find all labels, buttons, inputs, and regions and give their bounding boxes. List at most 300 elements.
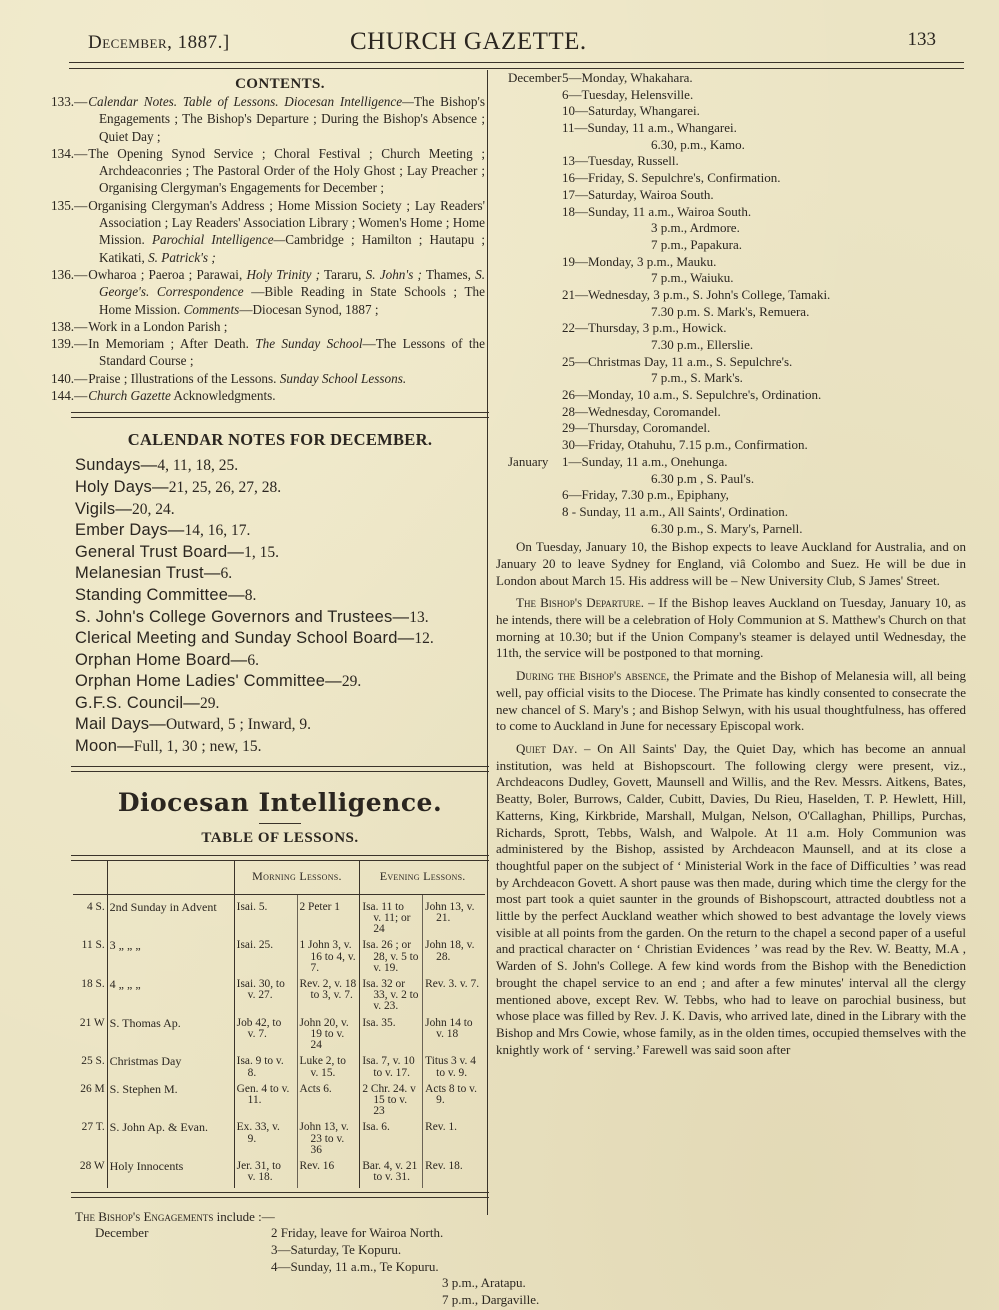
article-paragraph (496, 595, 966, 662)
lesson-line: Isai. 5. (236, 900, 268, 913)
contents-text: Comments (183, 301, 240, 317)
calendar-note-label: Holy Days— (75, 477, 169, 496)
engagement-row (496, 87, 966, 104)
engagement-row (496, 237, 966, 254)
engagement-entry: 5—Monday, Whakahara. (562, 70, 693, 85)
calendar-note (75, 650, 485, 672)
calendar-note-value: 21, 25, 26, 27, 28. (168, 478, 282, 496)
calendar-notes-title: CALENDAR NOTES FOR DECEMBER. (127, 430, 433, 450)
article-paragraph (496, 539, 966, 589)
lesson-line: v. 15. (310, 1066, 336, 1079)
contents-page-number: 136.— (51, 266, 88, 282)
evening-first-lesson (360, 1018, 423, 1057)
lesson-line: Ex. 33, v. (236, 1121, 280, 1134)
calendar-note-value: 1, 15. (244, 543, 279, 561)
contents-text: Thames, (421, 266, 476, 282)
lesson-line: John 14 to (425, 1016, 473, 1029)
lesson-line: Rev. 1. (425, 1121, 458, 1134)
contents-text: Owharoa ; Paeroa ; Parawai, (88, 266, 247, 282)
morning-first-lesson (234, 1122, 297, 1161)
contents-page-number: 144.— (51, 388, 88, 404)
lesson-line: Isai. 30, to (236, 978, 285, 991)
calendar-note-value: 20, 24. (132, 500, 175, 518)
engagement-row (496, 504, 966, 521)
calendar-note-value: 6. (220, 565, 233, 583)
lesson-line: Acts 8 to v. (425, 1082, 477, 1095)
calendar-note-label: Ember Days— (75, 521, 185, 540)
publication-title: CHURCH GAZETTE. (350, 28, 587, 55)
contents-text: Organising Clergyman's Address ; Home Mission Society ; Lay Readers' Association ; Lay Readers' Association Library ; Women's Home ; Home Mission. (88, 197, 485, 248)
contents-text: S. John's ; (365, 266, 422, 282)
engagement-row (496, 187, 966, 204)
right-column (496, 70, 966, 1058)
engagement-row (496, 304, 966, 321)
evening-second-lesson (423, 902, 485, 941)
calendar-note-value: 4, 11, 18, 25. (157, 457, 239, 475)
engagement-entry: 3 p.m., Ardmore. (651, 220, 740, 236)
engagement-entry: 7 p.m., Papakura. (651, 236, 742, 252)
engagement-entry: 18—Sunday, 11 a.m., Wairoa South. (562, 203, 752, 219)
engagement-entry: 10—Saturday, Whangarei. (562, 103, 700, 119)
evening-first-lesson (360, 979, 423, 1018)
lesson-line: Rev. 2, v. 18 (299, 978, 357, 991)
engagement-entry: 7.30 p.m. S. Mark's, Remuera. (651, 303, 810, 319)
engagement-entry: 13—Tuesday, Russell. (562, 153, 679, 169)
lessons-table-header (73, 861, 485, 895)
engagement-entry: 6.30, p.m., Kamo. (651, 136, 745, 152)
engagement-entry: 22—Thursday, 3 p.m., Howick. (562, 320, 727, 336)
lesson-line: 33, v. 2 to (373, 989, 419, 1002)
morning-first-lesson (234, 1018, 297, 1057)
engagements-heading: The Bishop's Engagements include :— (75, 1209, 275, 1225)
lesson-line: 11. (247, 1093, 262, 1106)
evening-second-lesson (423, 1056, 485, 1083)
evening-lessons-header: Evening Lessons. (379, 868, 466, 883)
lesson-line: John 20, v. (299, 1016, 349, 1029)
evening-first-lesson (360, 940, 423, 979)
engagement-row (75, 1275, 526, 1292)
evening-first-lesson (360, 1122, 423, 1161)
engagement-row (496, 420, 966, 437)
engagements-list-right (496, 70, 966, 537)
calendar-note-label: Vigils— (75, 499, 133, 518)
contents-page-number: 138.— (51, 318, 88, 334)
calendar-note-label: Clerical Meeting and Sunday School Board— (75, 629, 415, 648)
calendar-note (75, 455, 485, 477)
lesson-line: 8. (247, 1066, 257, 1079)
section-double-rule (71, 766, 489, 772)
engagement-entry: 19—Monday, 3 p.m., Mauku. (562, 253, 717, 269)
lesson-occasion: S. John Ap. & Evan. (107, 1122, 234, 1161)
calendar-notes-list (75, 455, 485, 757)
lessons-row (73, 940, 485, 979)
engagement-entry: 6—Friday, 7.30 p.m., Epiphany, (562, 487, 729, 503)
morning-second-lesson (297, 1056, 360, 1083)
paragraph-lead: Quiet Day. (516, 740, 578, 756)
contents-text: Praise ; Illustrations of the Lessons. (88, 370, 280, 386)
engagement-month: December (508, 70, 562, 85)
contents-page-number: 135.— (51, 197, 88, 213)
lesson-line: 19 to v. 24 (310, 1027, 345, 1052)
lessons-row (73, 1122, 485, 1161)
engagement-entry: 3 p.m., Aratapu. (442, 1275, 526, 1291)
engagement-row (496, 521, 966, 538)
lesson-line: v. 7. (247, 1027, 267, 1040)
lesson-line: Bar. 4, v. 21 (362, 1159, 418, 1172)
engagement-row (496, 137, 966, 154)
engagement-month: January (508, 453, 549, 469)
contents-text: Cambridge ; Hamilton ; Hautapu ; Katikati, (99, 232, 485, 265)
lesson-occasion: Holy Innocents (107, 1161, 234, 1188)
calendar-note-label: Orphan Home Board— (75, 650, 248, 669)
engagement-row (496, 287, 966, 304)
calendar-note-value: Full, 1, 30 ; new, 15. (133, 738, 262, 756)
lesson-day: 18 S. (73, 979, 107, 1018)
engagement-entry: 30—Friday, Otahuhu, 7.15 p.m., Confirmation. (562, 437, 808, 453)
lesson-day: 4 S. (73, 902, 107, 941)
engagement-row (496, 320, 966, 337)
lesson-line: Isa. 32 or (362, 978, 406, 991)
morning-second-lesson (297, 1084, 360, 1123)
engagement-row (496, 404, 966, 421)
engagement-entry: 3—Saturday, Te Kopuru. (271, 1242, 402, 1258)
engagement-entry: 6—Tuesday, Helensville. (562, 86, 694, 102)
calendar-note (75, 477, 485, 499)
engagement-row (75, 1259, 485, 1276)
morning-first-lesson (234, 1084, 297, 1123)
morning-first-lesson (234, 902, 297, 941)
calendar-note (75, 714, 485, 736)
lesson-line: Rev. 3. v. 7. (425, 978, 480, 991)
evening-first-lesson (360, 1161, 423, 1188)
engagement-row (496, 70, 966, 87)
calendar-note-value: 12. (414, 630, 434, 648)
contents-entry (51, 266, 485, 318)
calendar-note (75, 520, 485, 542)
diocesan-intelligence-title: Diocesan Intelligence. (117, 787, 443, 817)
section-double-rule (71, 412, 489, 418)
lesson-line: Luke 2, to (299, 1055, 347, 1068)
contents-text: —The Lessons of the Standard Course ; (99, 336, 485, 369)
lesson-line: Isa. 11 to (362, 900, 404, 913)
engagement-entry: 11—Sunday, 11 a.m., Whangarei. (562, 120, 737, 136)
calendar-note-label: G.F.S. Council— (75, 693, 200, 712)
engagement-entry: 6.30 p.m., S. Mary's, Parnell. (651, 520, 803, 536)
morning-first-lesson (234, 940, 297, 979)
table-of-lessons-title: TABLE OF LESSONS. (201, 829, 359, 846)
lesson-day: 11 S. (73, 940, 107, 979)
contents-entry (51, 145, 485, 197)
contents-text: Sunday School Lessons. (279, 370, 407, 386)
engagement-entry: 29—Thursday, Coromandel. (562, 420, 711, 436)
paragraph-text: – If the Bishop leaves Auckland on Tuesday, January 10, as he intends, there will be a celebration of Holy Communion at S. Matthew's Church on that morning at 10.30; but if the Union Company's steamer is delayed until Wednesday, the 11th, the service will be postponed to that morning. (496, 595, 966, 661)
engagement-row (496, 153, 966, 170)
contents-page-number: 140.— (51, 370, 88, 386)
calendar-note-label: Moon— (75, 737, 134, 756)
calendar-note-value: 14, 16, 17. (184, 522, 251, 540)
engagement-entry: 25—Christmas Day, 11 a.m., S. Sepulchre's. (562, 353, 793, 369)
morning-second-lesson (297, 1122, 360, 1161)
engagement-row (496, 387, 966, 404)
morning-first-lesson (234, 1056, 297, 1083)
lesson-line: Jer. 31, to (236, 1159, 281, 1172)
calendar-note-label: S. John's College Governors and Trustees— (75, 607, 410, 626)
bishops-engagements-section (75, 1208, 540, 1308)
lesson-line: Isai. 25. (236, 939, 274, 952)
calendar-note-value: 29. (199, 694, 220, 712)
lesson-occasion: 3 „ „ „ (107, 940, 234, 979)
engagement-row (496, 370, 966, 387)
engagement-entry: 28—Wednesday, Coromandel. (562, 403, 721, 419)
engagement-row (496, 204, 966, 221)
paragraph-text: the Primate and the Bishop of Melanesia will, all being well, pay official visits to the Diocese. The Primate has kindly consented to consecrate the new chancel of S. Mary's ; and Bishop Selwyn, with his usual thoughtfulness, has offered to come to Auckland in June for necessary Episcopal work. (496, 668, 966, 734)
morning-first-lesson (234, 979, 297, 1018)
engagement-entry: 21—Wednesday, 3 p.m., S. John's College, Tamaki. (562, 286, 831, 302)
calendar-note (75, 585, 485, 607)
lesson-day: 25 S. (73, 1056, 107, 1083)
evening-second-lesson (423, 1161, 485, 1188)
calendar-note (75, 693, 485, 715)
contents-title: CONTENTS. (235, 76, 325, 92)
header-double-rule (69, 62, 964, 69)
calendar-note (75, 607, 485, 629)
lesson-occasion: S. Stephen M. (107, 1084, 234, 1123)
evening-first-lesson (360, 902, 423, 941)
contents-text: Church Gazette (88, 388, 171, 404)
calendar-note-label: Sundays— (75, 456, 158, 475)
lesson-line: Isa. 26 ; or (362, 939, 412, 952)
engagement-row (496, 120, 966, 137)
evening-first-lesson (360, 1084, 423, 1123)
lesson-line: Rev. 18. (425, 1159, 463, 1172)
lesson-line: 23 to v. 36 (310, 1132, 345, 1156)
calendar-notes-section (75, 430, 485, 757)
lesson-line: v. 27. (247, 989, 273, 1002)
issue-date: December, 1887.] (88, 32, 230, 53)
engagement-row (496, 254, 966, 271)
lesson-line: Acts 6. (299, 1082, 332, 1095)
lessons-row (73, 979, 485, 1018)
lesson-occasion: 2nd Sunday in Advent (107, 902, 234, 941)
lesson-occasion: Christmas Day (107, 1056, 234, 1083)
lesson-line: v. 18 (436, 1027, 459, 1040)
contents-text: The Sunday School (255, 336, 363, 352)
engagement-entry: 4—Sunday, 11 a.m., Te Kopuru. (271, 1258, 439, 1274)
morning-second-lesson (297, 979, 360, 1018)
engagement-entry: 17—Saturday, Wairoa South. (562, 186, 714, 202)
lessons-row (73, 1018, 485, 1057)
lesson-day: 26 M (73, 1084, 107, 1123)
contents-text: —Diocesan Synod, 1887 ; (239, 301, 379, 317)
lesson-line: 16 to 4, v. (310, 950, 356, 963)
engagement-row (496, 220, 966, 237)
lesson-line: 9. (436, 1093, 445, 1106)
engagement-row (496, 270, 966, 287)
lesson-line: v. 11; or 24 (373, 912, 411, 936)
lessons-row (73, 1056, 485, 1083)
contents-text: In Memoriam ; After Death. (88, 336, 256, 352)
contents-entry (51, 387, 485, 404)
lessons-row (73, 1084, 485, 1123)
lesson-line: Job 42, to (236, 1016, 282, 1029)
contents-page-number: 139.— (51, 336, 88, 352)
contents-text: Acknowledgments. (170, 388, 276, 404)
lesson-line: 2 Peter 1 (299, 900, 340, 913)
evening-second-lesson (423, 979, 485, 1018)
column-divider (487, 70, 488, 1215)
morning-second-lesson (297, 1018, 360, 1057)
engagement-entry: 1—Sunday, 11 a.m., Onehunga. (562, 453, 728, 469)
contents-text: Parochial Intelligence— (151, 232, 286, 248)
calendar-note-label: Standing Committee— (75, 585, 245, 604)
calendar-note-label: Orphan Home Ladies' Committee— (75, 672, 342, 691)
calendar-note-label: General Trust Board— (75, 542, 245, 561)
contents-text: Work in a London Parish ; (88, 318, 228, 334)
calendar-note-value: 29. (341, 673, 362, 691)
calendar-note-value: Outward, 5 ; Inward, 9. (165, 716, 312, 734)
paragraph-text: – On All Saints' Day, the Quiet Day, which has become an annual institution, was held at Bishopscourt. The following clergy were present, viz., Archdeacons Dudley, Govett, Maunsell and Willis, and the Rev. Messrs. Aitkens, Bates, Beatty, Boler, Burrows, Calder, Cubitt, Davies, Du Rieu, Haselden, T. P. Hewlett, Hill, Katterns, King, Kirkbride, Marshall, Mulgan, Nelson, O'Callaghan, Phillips, Purchas, Richards, Sprott, Tebbs, Walsh, and Walpole. At 11 a.m. Holy Communion was administered by the Bishop, assisted by Archdeacon Maunsell, and at its close a thoughtful paper on the subject of ‘ Ministerial Work in the face of Difficulties ’ was read by Archdeacon Govett. A short pause was then made, during which time the clergy for the most part took a quiet saunter in the grounds of Bishopscourt, attracted doubtless not a little by the perfect Auckland weather which showed to best advantage the lovely views visible at all points from the garden. On the return to the chapel a second paper of a useful and practical character on ‘ Christian Evidences ’ was read by the Rev. W. Beatty, M.A , Warden of S. John's College. A few kind words from the Bishop with the Benediction brought the chapel service to an end ; and after a few minutes' interval all the clergy mentioned above, except Rev. W. Tebbs, who had to leave on parochial business, but whose place was filled by Rev. J. K. Davis, who arrived late, dined in the Library with the Bishop and Mrs Cowie, whose family, as in the olden times, occupied themselves with the knightly work of ‘ serving.’ Farewell was said soon after (496, 740, 966, 1057)
lesson-line: v. 18. (247, 1171, 273, 1184)
engagement-entry: 26—Monday, 10 a.m., S. Sepulchre's, Ordination. (562, 387, 822, 403)
lesson-line: v. 23. (373, 1000, 399, 1013)
calendar-note (75, 499, 485, 521)
lessons-row (73, 1161, 485, 1188)
lesson-line: to v. 17. (373, 1066, 410, 1079)
lesson-line: to 3, v. 7. (310, 989, 353, 1002)
engagement-row (496, 354, 966, 371)
contents-entry (51, 370, 485, 387)
contents-entry (51, 93, 485, 145)
engagements-list-left (75, 1225, 540, 1308)
morning-lessons-header: Morning Lessons. (234, 861, 360, 895)
engagement-row (496, 437, 966, 454)
lesson-line: John 13, v. (299, 1121, 349, 1134)
lessons-table (73, 861, 485, 1189)
engagement-row (496, 170, 966, 187)
calendar-note-value: 13. (409, 608, 429, 626)
paragraph-lead: The Bishop's Departure. (516, 595, 645, 611)
contents-list (51, 93, 485, 404)
paragraph-text: On Tuesday, January 10, the Bishop expects to leave Auckland for Australia, and on January 20 to leave Sydney for England, viâ Colombo and Suez. He will be due in London about March 15. His address will be – New University Club, S James' Street. (496, 539, 966, 588)
contents-text: S. George's. Correspondence (99, 266, 485, 300)
engagement-entry: 16—Friday, S. Sepulchre's, Confirmation. (562, 170, 781, 186)
engagement-entry: 6.30 p.m , S. Paul's. (651, 470, 755, 486)
running-head (88, 28, 958, 58)
lesson-line: to v. 31. (373, 1171, 410, 1184)
contents-text: S. Patrick's ; (148, 249, 216, 265)
engagement-entry: 7 p.m., Waiuku. (651, 270, 734, 286)
engagement-row (496, 337, 966, 354)
table-bottom-rule (71, 1192, 489, 1198)
contents-page-number: 133.— (51, 94, 88, 109)
lesson-line: Rev. 16 (299, 1159, 335, 1172)
article-paragraph (496, 668, 966, 735)
lesson-line: Isa. 6. (362, 1121, 390, 1134)
lesson-line: to v. 9. (436, 1066, 468, 1079)
engagement-row (496, 103, 966, 120)
short-rule (259, 823, 301, 824)
contents-entry (51, 197, 485, 266)
contents-text: Calendar Notes. Table of Lessons. Diocesan Intelligence— (88, 94, 414, 109)
contents-text: Tararu, (320, 266, 366, 282)
lesson-day: 28 W (73, 1161, 107, 1188)
engagement-entry: 7 p.m., S. Mark's. (651, 370, 743, 386)
lesson-day: 27 T. (73, 1122, 107, 1161)
lesson-occasion: 4 „ „ „ (107, 979, 234, 1018)
calendar-note-label: Mail Days— (75, 715, 166, 734)
calendar-note (75, 542, 485, 564)
calendar-note-label: Melanesian Trust— (75, 564, 221, 583)
engagement-row (75, 1292, 540, 1309)
contents-entry (51, 335, 485, 370)
lesson-line: 15 to v. 23 (373, 1093, 408, 1118)
engagement-entry: 7.30 p.m., Ellerslie. (651, 337, 754, 352)
lesson-line: 28, v. 5 to (373, 950, 419, 963)
lesson-line: Isa. 35. (362, 1016, 396, 1029)
evening-second-lesson (423, 1122, 485, 1161)
paragraph-lead: During the Bishop's absence, (516, 668, 670, 684)
calendar-note-value: 8. (244, 586, 257, 604)
calendar-note (75, 563, 485, 585)
morning-second-lesson (297, 1161, 360, 1188)
contents-entry (51, 318, 485, 335)
lesson-line: 2 Chr. 24. v (362, 1082, 416, 1095)
page-number: 133 (907, 29, 936, 50)
morning-first-lesson (234, 1161, 297, 1188)
engagement-month: December (95, 1225, 149, 1241)
engagement-row (75, 1225, 485, 1242)
contents-section (51, 76, 485, 404)
evening-second-lesson (423, 1018, 485, 1057)
lesson-line: 7. (310, 961, 320, 974)
evening-second-lesson (423, 1084, 485, 1123)
lesson-line: Titus 3 v. 4 (425, 1055, 476, 1068)
contents-text: The Bishop's Engagements ; The Bishop's Departure ; During the Bishop's Absence ; Quiet Day ; (99, 94, 485, 144)
evening-second-lesson (423, 940, 485, 979)
lesson-line: 1 John 3, v. (299, 939, 352, 952)
lesson-line: John 18, v. (425, 939, 475, 952)
lesson-line: Gen. 4 to v. (236, 1082, 290, 1095)
lesson-line: 28. (436, 950, 451, 963)
morning-second-lesson (297, 902, 360, 941)
contents-text: Holy Trinity ; (246, 266, 321, 282)
lesson-day: 21 W (73, 1018, 107, 1057)
lesson-line: John 13, v. (425, 900, 475, 913)
lesson-line: 9. (247, 1132, 257, 1145)
calendar-note (75, 628, 485, 650)
calendar-note (75, 736, 485, 758)
engagement-entry: 2 Friday, leave for Wairoa North. (271, 1225, 444, 1241)
lesson-line: 21. (436, 912, 451, 925)
lesson-line: Isa. 9 to v. (236, 1055, 284, 1068)
calendar-note-value: 6. (247, 651, 259, 669)
engagement-entry: 7 p.m., Dargaville. (442, 1292, 540, 1308)
engagement-row (496, 471, 966, 488)
article-body (496, 539, 966, 1058)
engagement-row (496, 454, 966, 471)
lesson-occasion: S. Thomas Ap. (107, 1018, 234, 1057)
lessons-row (73, 902, 485, 941)
engagement-row (75, 1242, 485, 1259)
lesson-line: Isa. 7, v. 10 (362, 1055, 415, 1068)
contents-text: —Bible Reading in State Schools ; The Home Mission. (99, 284, 485, 317)
evening-first-lesson (360, 1056, 423, 1083)
calendar-note (75, 671, 485, 693)
engagement-row (496, 487, 966, 504)
diocesan-intelligence-section (75, 788, 485, 1199)
article-paragraph (496, 741, 966, 1058)
lesson-line: v. 19. (373, 961, 399, 974)
